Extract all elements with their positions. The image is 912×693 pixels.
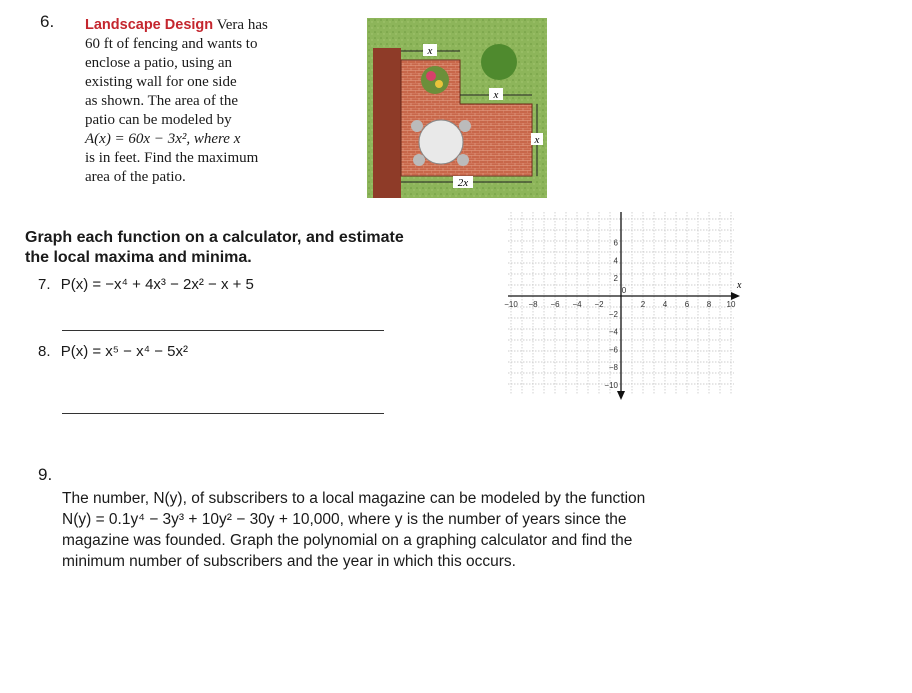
problem-6-formula: A(x) = 60x − 3x², where x <box>85 131 241 147</box>
x-tick-label: 4 <box>662 300 668 309</box>
y-axis-arrow <box>617 391 625 400</box>
problem-6-title: Landscape Design <box>85 17 214 33</box>
problem-9-text: The number, N(y), of subscribers to a local magazine can be modeled by the function N(y) = 0.1y⁴ − 3y³ + 10y² − 30y + 10,000, where y is the number of years since the magazine was founded. Graph the polynomial on a graphing calculator and find the minimum number of subscribers and the year in which this occurs. <box>62 490 646 570</box>
y-tick-label: −4 <box>608 327 618 337</box>
x-axis-label: x <box>737 280 742 291</box>
x-tick-label: 10 <box>726 300 736 309</box>
problem-7-text: P(x) = −x⁴ + 4x³ − 2x² − x + 5 <box>60 276 254 293</box>
patio-figure <box>367 18 547 198</box>
answer-line-7[interactable] <box>62 330 384 331</box>
figure-label-right-top: x <box>493 89 499 101</box>
tree <box>481 44 517 80</box>
x-tick-label: −6 <box>550 300 560 309</box>
problem-8 <box>38 343 188 360</box>
existing-wall <box>373 48 401 198</box>
y-tick-label: −8 <box>608 363 618 373</box>
problem-7-number: 7. <box>38 276 51 293</box>
x-tick-label: −2 <box>594 300 604 309</box>
x-tick-label: −8 <box>528 300 538 309</box>
problem-6-number: 6. <box>40 12 55 31</box>
y-tick-label: −2 <box>608 309 618 319</box>
problem-8-text: P(x) = x⁵ − x⁴ − 5x² <box>60 343 188 360</box>
x-tick-label: 6 <box>684 300 690 309</box>
figure-label-top: x <box>427 45 433 57</box>
figure-label-right: x <box>534 134 540 146</box>
coordinate-grid <box>504 208 744 408</box>
problem-6-text: Landscape Design Vera has 60 ft of fencing and wants to enclose a patio, using an existing wall for one side as shown. The area of the patio can be modeled by A(x) = 60x − 3x², where x is in feet. Find the maximum area of the patio. <box>85 16 315 187</box>
problem-7 <box>38 276 254 293</box>
figure-label-bottom: 2x <box>457 177 469 189</box>
x-tick-label: 2 <box>640 300 646 309</box>
y-tick-label: −6 <box>608 345 618 355</box>
y-tick-label: −10 <box>604 381 618 390</box>
x-tick-label: 8 <box>706 300 712 309</box>
x-axis-arrow <box>731 292 740 300</box>
answer-line-8[interactable] <box>62 413 384 414</box>
y-tick-label: 2 <box>613 274 618 284</box>
planter <box>421 66 449 94</box>
x-tick-label: −10 <box>504 300 518 309</box>
problem-9-number: 9. <box>38 465 53 484</box>
patio-table <box>419 120 463 164</box>
x-tick-label: −4 <box>572 300 582 309</box>
x-tick-label: 0 <box>621 286 627 295</box>
problem-8-number: 8. <box>38 343 51 360</box>
y-tick-label: 4 <box>613 256 618 266</box>
y-tick-label: 6 <box>613 238 618 248</box>
section-heading: Graph each function on a calculator, and estimate the local maxima and minima. <box>25 229 404 266</box>
